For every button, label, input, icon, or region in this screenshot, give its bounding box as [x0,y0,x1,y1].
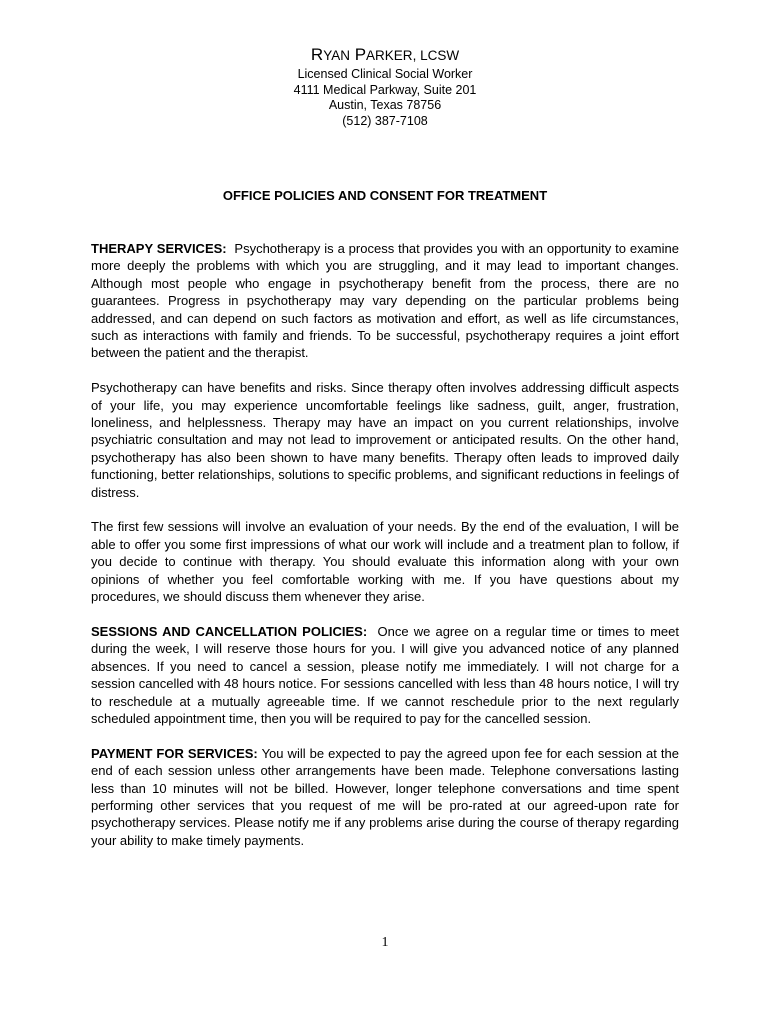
evaluation-paragraph: The first few sessions will involve an evaluation of your needs. By the end of the evaluation, I will be able to offer you some first impressions of what our work will include and a treatment plan to follow, if you decide to continue with therapy. You should evaluate this information along with your own opinions of whether you feel comfortable working with me. If you have questions about my procedures, we should discuss them whenever they arise. [91,519,679,605]
address-line-2: Austin, Texas 78756 [328,98,442,112]
document-body [91,240,679,867]
phone-number: (512) 387-7108 [342,113,428,128]
payment-heading: PAYMENT FOR SERVICES: [91,745,258,761]
page-number: 1 [381,935,389,950]
practitioner-name: RYAN PARKER, LCSW [310,45,460,64]
document-title: OFFICE POLICIES AND CONSENT FOR TREATMENT [222,188,548,203]
address-line-1: 4111 Medical Parkway, Suite 201 [293,82,477,97]
practitioner-title: Licensed Clinical Social Worker [297,67,473,81]
therapy-services-paragraph: THERAPY SERVICES: Psychotherapy is a process that provides you with an opportunity to examine more deeply the problems with which you are struggling, and it may lead to important changes. Although most people who engage in psychotherapy benefit from the process, there are no guarantees. Progress in psychotherapy may vary depending on the particular problems being addressed, and can depend on such factors as motivation and effort, as well as life circumstances, such as interactions with family and friends. To be successful, psychotherapy requires a joint effort between the patient and the therapist. [91,241,679,361]
sessions-heading: SESSIONS AND CANCELLATION POLICIES: [91,623,368,639]
risks-benefits-paragraph: Psychotherapy can have benefits and risks. Since therapy often involves addressing difficult aspects of your life, you may experience uncomfortable feelings like sadness, guilt, anger, frustration, loneliness, and helplessness. Therapy may have an impact on you current relationships, involve psychiatric consultation and may not lead to improvement or anticipated results. On the other hand, psychotherapy has also been shown to have many benefits. Therapy often leads to improved daily functioning, better relationships, solutions to specific problems, and significant reductions in feelings of distress. [91,380,679,500]
letterhead [0,44,770,129]
sessions-paragraph: SESSIONS AND CANCELLATION POLICIES: Once we agree on a regular time or times to meet during the week, I will reserve those hours for you. I will give you advanced notice of any planned absences. If you need to cancel a session, please notify me immediately. I will not charge for a session cancelled with 48 hours notice. For sessions cancelled with less than 48 hours notice, I will try to reschedule at a mutually agreeable time. If we cannot reschedule prior to the next regularly scheduled appointment time, then you will be required to pay for the cancelled session. [91,623,679,726]
therapy-services-heading: THERAPY SERVICES: [91,241,227,256]
payment-paragraph: PAYMENT FOR SERVICES: You will be expected to pay the agreed upon fee for each session at the end of each session unless other arrangements have been made. Telephone conversations lasting less than 10 minutes will not be billed. However, longer telephone conversations and time spent performing other services that you request of me will be pro-rated at our agreed-upon rate for psychotherapy services. Please notify me if any problems arise during the course of therapy regarding your ability to make timely payments. [91,745,679,848]
